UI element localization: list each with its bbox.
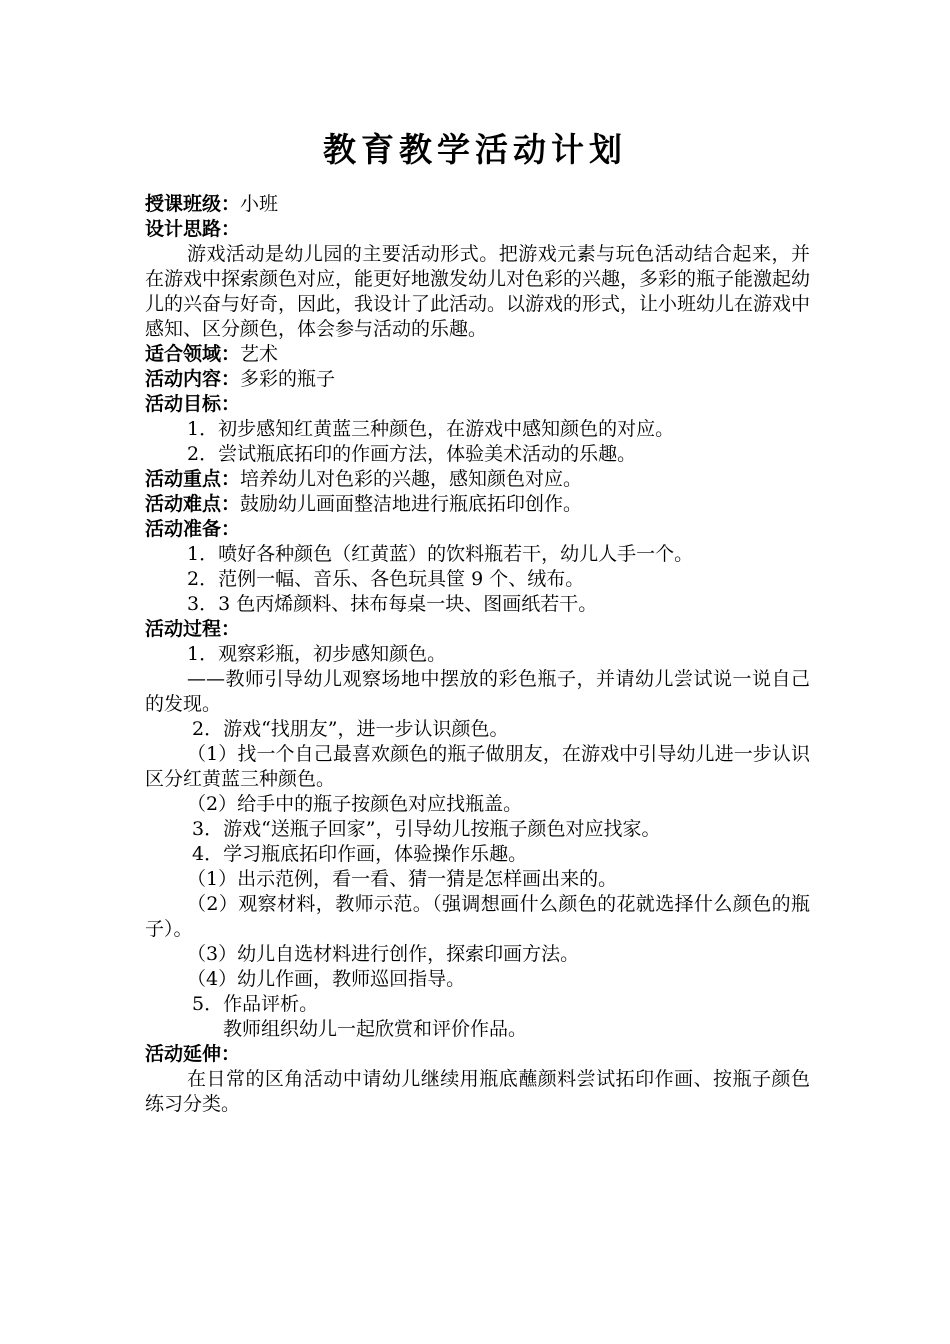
goals-row <box>145 392 810 417</box>
design-row <box>145 217 810 242</box>
extension-row <box>145 1042 810 1067</box>
process-substep: （2）给手中的瓶子按颜色对应找瓶盖。 <box>187 793 523 815</box>
process-substep: （4）幼儿作画，教师巡回指导。 <box>187 968 466 990</box>
process-step-desc: ——教师引导幼儿观察场地中摆放的彩色瓶子，并请幼儿尝试说一说自己的发现。 <box>145 668 810 715</box>
prep-item: 2．范例一幅、音乐、各色玩具筐 9 个、绒布。 <box>187 568 585 590</box>
class-row <box>145 192 810 217</box>
page-title: 教育教学活动计划 <box>323 130 627 169</box>
key-value: 培养幼儿对色彩的兴趣，感知颜色对应。 <box>240 468 583 490</box>
domain-row <box>145 342 810 367</box>
extension-paragraph: 在日常的区角活动中请幼儿继续用瓶底蘸颜料尝试拓印作画、按瓶子颜色练习分类。 <box>145 1068 810 1115</box>
content-label: 活动内容： <box>145 368 241 390</box>
process-row <box>145 617 810 642</box>
prep-item: 3．3 色丙烯颜料、抹布每桌一块、图画纸若干。 <box>187 593 598 615</box>
process-step: 1．观察彩瓶，初步感知颜色。 <box>187 643 447 665</box>
goal-item: 1．初步感知红黄蓝三种颜色，在游戏中感知颜色的对应。 <box>187 418 675 440</box>
design-label: 设计思路： <box>145 218 241 240</box>
class-value: 小班 <box>240 193 279 215</box>
process-step-desc: 教师组织幼儿一起欣赏和评价作品。 <box>223 1018 528 1040</box>
document-body <box>145 192 810 1117</box>
difficulty-value: 鼓励幼儿画面整洁地进行瓶底拓印创作。 <box>240 493 583 515</box>
difficulty-row <box>145 492 810 517</box>
design-paragraph: 游戏活动是幼儿园的主要活动形式。把游戏元素与玩色活动结合起来，并在游戏中探索颜色对应，能更好地激发幼儿对色彩的兴趣，多彩的瓶子能激起幼儿的兴奋与好奇，因此，我设计了此活动。以游戏的形式，让小班幼儿在游戏中感知、区分颜色，体会参与活动的乐趣。 <box>145 243 811 340</box>
process-label: 活动过程： <box>145 618 241 640</box>
domain-label: 适合领域： <box>145 343 241 365</box>
process-step: 3．游戏“送瓶子回家”，引导幼儿按瓶子颜色对应找家。 <box>192 818 661 840</box>
prep-item: 1．喷好各种颜色（红黄蓝）的饮料瓶若干，幼儿人手一个。 <box>187 543 694 565</box>
goal-item: 2．尝试瓶底拓印的作画方法，体验美术活动的乐趣。 <box>187 443 637 465</box>
process-step: 2．游戏“找朋友”，进一步认识颜色。 <box>192 718 509 740</box>
process-step: 5．作品评析。 <box>192 993 319 1015</box>
content-row <box>145 367 810 392</box>
process-substep: （1）找一个自己最喜欢颜色的瓶子做朋友，在游戏中引导幼儿进一步认识区分红黄蓝三种颜色。 <box>145 743 810 790</box>
content-value: 多彩的瓶子 <box>240 368 336 390</box>
process-substep: （3）幼儿自选材料进行创作，探索印画方法。 <box>187 943 580 965</box>
key-row <box>145 467 810 492</box>
prep-label: 活动准备： <box>145 518 241 540</box>
prep-row <box>145 517 810 542</box>
goals-label: 活动目标： <box>145 393 241 415</box>
process-substep: （1）出示范例，看一看、猜一猜是怎样画出来的。 <box>187 868 618 890</box>
process-step: 4．学习瓶底拓印作画，体验操作乐趣。 <box>192 843 528 865</box>
key-label: 活动重点： <box>145 468 241 490</box>
difficulty-label: 活动难点： <box>145 493 241 515</box>
domain-value: 艺术 <box>240 343 279 365</box>
class-label: 授课班级： <box>145 193 241 215</box>
process-substep: （2）观察材料，教师示范。（强调想画什么颜色的花就选择什么颜色的瓶子）。 <box>145 893 810 940</box>
extension-label: 活动延伸： <box>145 1043 241 1065</box>
